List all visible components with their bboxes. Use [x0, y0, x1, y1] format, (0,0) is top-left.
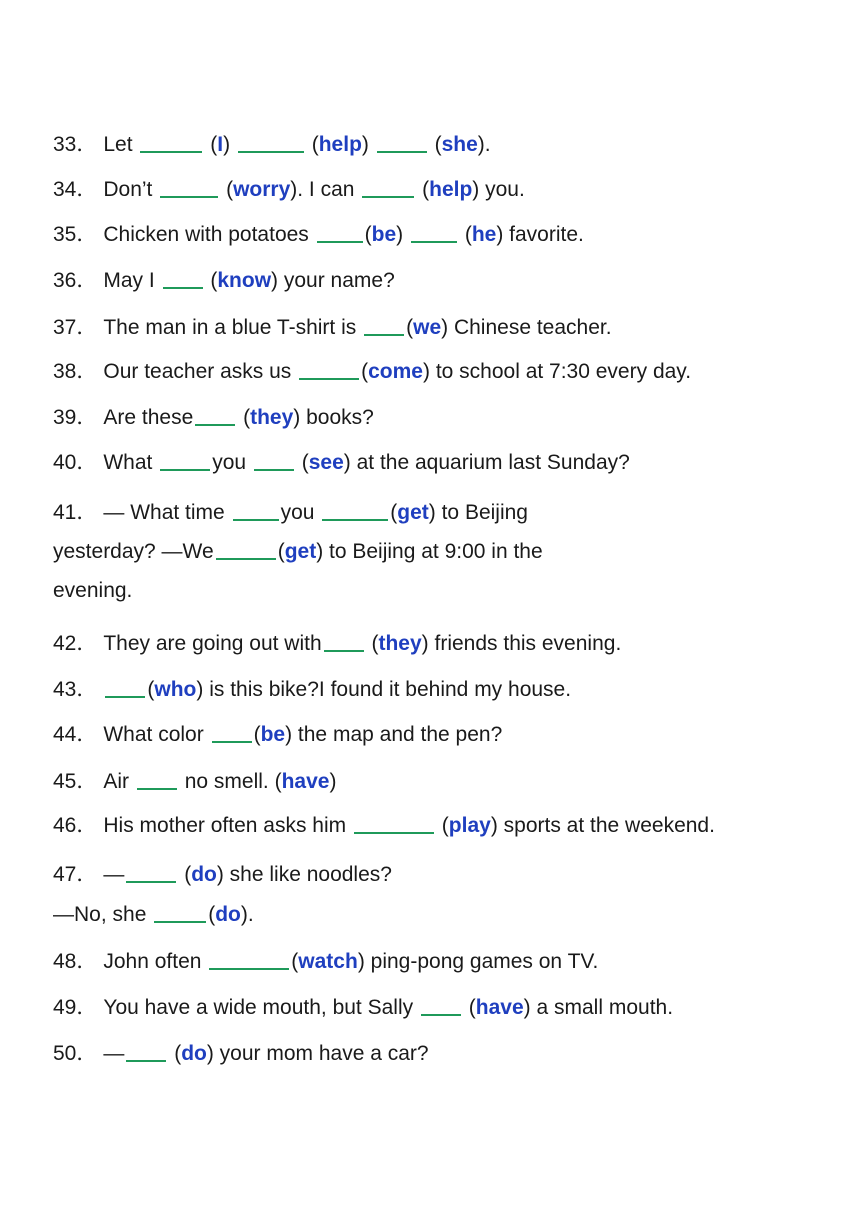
question-47: 47． — (do) she like noodles?	[53, 863, 392, 886]
answer-blank[interactable]	[322, 518, 388, 521]
question-number: 41．	[53, 501, 98, 524]
verb-hint: she	[441, 133, 478, 156]
question-48: 48． John often (watch) ping-pong games on TV.	[53, 950, 599, 973]
verb-hint: get	[397, 501, 429, 524]
q-text: you	[280, 501, 315, 524]
q-text: evening.	[53, 579, 133, 602]
verb-hint: play	[448, 814, 491, 837]
question-38: 38． Our teacher asks us (come) to school at 7:30 every day.	[53, 360, 692, 383]
answer-blank[interactable]	[299, 377, 359, 380]
q-text: Don’t	[103, 178, 153, 201]
question-number: 33．	[53, 133, 98, 156]
question-number: 42．	[53, 632, 98, 655]
q-text: —	[103, 1042, 125, 1065]
question-number: 38．	[53, 360, 98, 383]
answer-blank[interactable]	[233, 518, 279, 521]
verb-hint: have	[281, 770, 330, 793]
q-text: —	[103, 863, 125, 886]
q-text: you	[212, 451, 247, 474]
q-text: They are going out with	[103, 632, 322, 655]
answer-blank[interactable]	[105, 695, 145, 698]
question-number: 44．	[53, 723, 98, 746]
question-number: 40．	[53, 451, 98, 474]
q-text: friends this evening.	[434, 632, 622, 655]
verb-hint: see	[308, 451, 344, 474]
verb-hint: worry	[233, 178, 291, 201]
q-text: she like noodles?	[229, 863, 392, 886]
verb-hint: do	[215, 903, 241, 926]
q-text: your mom have a car?	[219, 1042, 429, 1065]
q-text: What color	[103, 723, 204, 746]
q-text: ping-pong games on TV.	[370, 950, 599, 973]
verb-hint: help	[318, 133, 362, 156]
verb-hint: help	[429, 178, 473, 201]
q-text: yesterday? —We	[53, 540, 214, 563]
answer-blank[interactable]	[209, 967, 289, 970]
answer-blank[interactable]	[364, 333, 404, 336]
q-text: the map and the pen?	[297, 723, 503, 746]
verb-hint: know	[217, 269, 272, 292]
question-46: 46． His mother often asks him (play) sports at the weekend.	[53, 814, 715, 837]
q-text: to Beijing at 9:00 in the	[329, 540, 543, 563]
verb-hint: watch	[298, 950, 358, 973]
q-text: I can	[308, 178, 355, 201]
question-47-line2: —No, she (do).	[53, 903, 254, 926]
question-45: 45． Air no smell. (have)	[53, 770, 337, 793]
verb-hint: who	[154, 678, 197, 701]
q-text: sports at the weekend.	[503, 814, 715, 837]
question-40: 40． What you (see) at the aquarium last Sunday?	[53, 451, 630, 474]
q-text: Let	[103, 133, 133, 156]
answer-blank[interactable]	[137, 787, 177, 790]
verb-hint: we	[413, 316, 442, 339]
question-number: 49．	[53, 996, 98, 1019]
q-text: books?	[306, 406, 374, 429]
question-49: 49． You have a wide mouth, but Sally (have) a small mouth.	[53, 996, 674, 1019]
question-42: 42． They are going out with (they) friends this evening.	[53, 632, 622, 655]
answer-blank[interactable]	[163, 286, 203, 289]
answer-blank[interactable]	[324, 649, 364, 652]
question-36: 36． May I (know) your name?	[53, 269, 395, 292]
verb-hint: come	[368, 360, 423, 383]
verb-hint: get	[284, 540, 317, 563]
question-number: 45．	[53, 770, 98, 793]
q-text: your name?	[283, 269, 395, 292]
answer-blank[interactable]	[354, 831, 434, 834]
answer-blank[interactable]	[421, 1013, 461, 1016]
q-text: Our teacher asks us	[103, 360, 292, 383]
answer-blank[interactable]	[317, 240, 363, 243]
question-33: 33． Let (I) (help) (she).	[53, 133, 491, 156]
q-text: Are these	[103, 406, 194, 429]
q-text: The man in a blue T-shirt is	[103, 316, 357, 339]
q-text: His mother often asks him	[103, 814, 347, 837]
question-number: 35．	[53, 223, 98, 246]
answer-blank[interactable]	[140, 150, 202, 153]
verb-hint: have	[475, 996, 524, 1019]
verb-hint: they	[250, 406, 294, 429]
question-41-line2: yesterday? —We (get) to Beijing at 9:00 in the	[53, 540, 543, 563]
answer-blank[interactable]	[254, 468, 294, 471]
question-number: 47．	[53, 863, 98, 886]
answer-blank[interactable]	[154, 920, 206, 923]
answer-blank[interactable]	[238, 150, 304, 153]
question-43: 43． (who) is this bike?I found it behind my house.	[53, 678, 572, 701]
question-number: 39．	[53, 406, 98, 429]
question-number: 34．	[53, 178, 98, 201]
answer-blank[interactable]	[377, 150, 427, 153]
question-39: 39． Are these (they) books?	[53, 406, 374, 429]
verb-hint: do	[191, 863, 217, 886]
verb-hint: I	[217, 133, 224, 156]
answer-blank[interactable]	[126, 880, 176, 883]
question-number: 48．	[53, 950, 98, 973]
q-text: to school at 7:30 every day.	[435, 360, 692, 383]
answer-blank[interactable]	[160, 468, 210, 471]
verb-hint: they	[378, 632, 422, 655]
q-text: Chinese teacher.	[453, 316, 612, 339]
q-text: you.	[485, 178, 525, 201]
question-41-line3	[53, 579, 132, 603]
q-text: What	[103, 451, 153, 474]
answer-blank[interactable]	[212, 740, 252, 743]
question-number: 37．	[53, 316, 98, 339]
question-34: 34． Don’t (worry). I can (help) you.	[53, 178, 525, 201]
q-text: — What time	[103, 501, 225, 524]
verb-hint: be	[371, 223, 397, 246]
answer-blank[interactable]	[362, 195, 414, 198]
answer-blank[interactable]	[126, 1059, 166, 1062]
question-50: 50． — (do) your mom have a car?	[53, 1042, 429, 1065]
verb-hint: do	[181, 1042, 207, 1065]
q-text: favorite.	[509, 223, 584, 246]
q-text: to Beijing	[441, 501, 528, 524]
verb-hint: he	[471, 223, 497, 246]
answer-blank[interactable]	[195, 423, 235, 426]
question-number: 43．	[53, 678, 98, 701]
q-text: a small mouth.	[536, 996, 674, 1019]
q-text: no smell.	[184, 770, 269, 793]
q-text: John often	[103, 950, 202, 973]
answer-blank[interactable]	[411, 240, 457, 243]
question-41: 41． — What time you (get) to Beijing	[53, 501, 528, 524]
answer-blank[interactable]	[216, 557, 276, 560]
q-text: Air	[103, 770, 130, 793]
q-text: —No, she	[53, 903, 147, 926]
q-text: at the aquarium last Sunday?	[356, 451, 630, 474]
question-37: 37． The man in a blue T-shirt is (we) Chinese teacher.	[53, 316, 612, 339]
q-text: May I	[103, 269, 155, 292]
q-text: You have a wide mouth, but Sally	[103, 996, 414, 1019]
answer-blank[interactable]	[160, 195, 218, 198]
question-44: 44． What color (be) the map and the pen?	[53, 723, 503, 746]
q-text: is this bike?I found it behind my house.	[209, 678, 572, 701]
question-number: 46．	[53, 814, 98, 837]
question-number: 50．	[53, 1042, 98, 1065]
q-text: Chicken with potatoes	[103, 223, 309, 246]
verb-hint: be	[260, 723, 286, 746]
question-35: 35． Chicken with potatoes (be) (he) favorite.	[53, 223, 584, 246]
question-number: 36．	[53, 269, 98, 292]
